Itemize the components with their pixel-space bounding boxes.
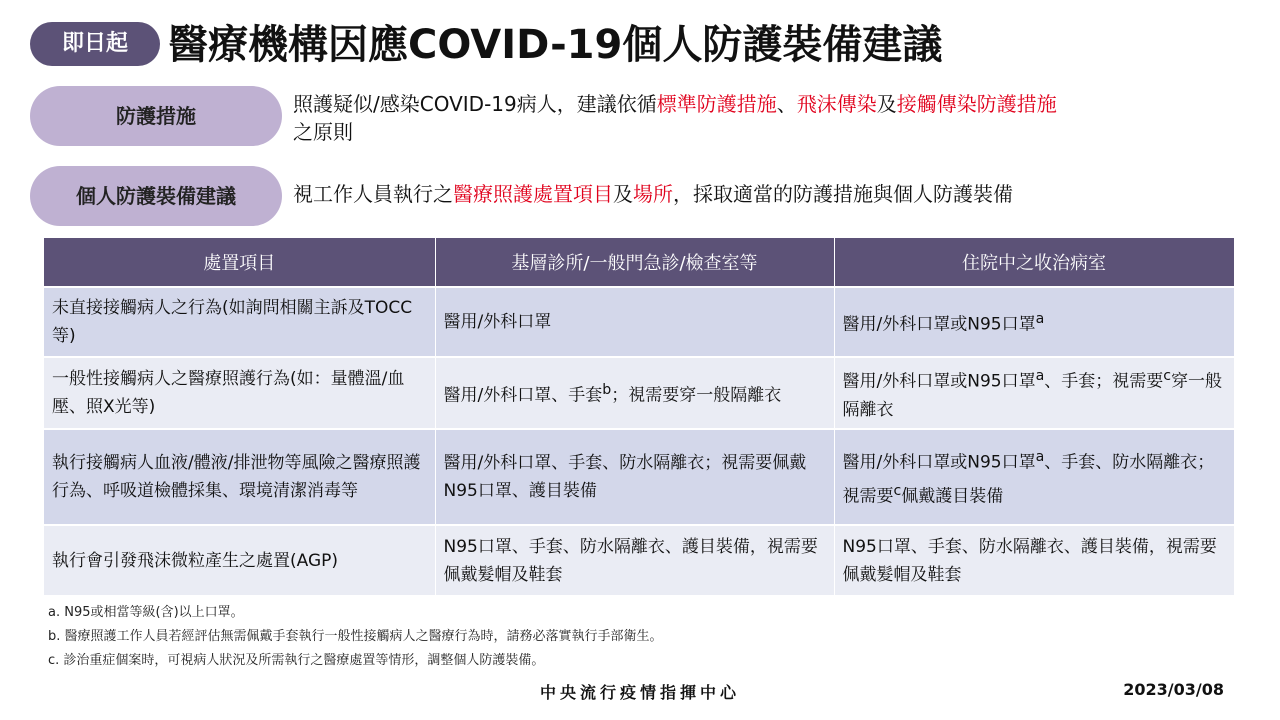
table-row — [44, 287, 1234, 357]
footnote-marker: a — [1035, 368, 1045, 385]
ppe-table — [44, 238, 1235, 595]
cell-text: 醫用/外科口罩或N95口罩 — [842, 453, 1036, 473]
cell-clinic: N95口罩、手套、防水隔離衣、護目裝備，視需要佩戴髮帽及鞋套 — [435, 525, 834, 595]
cell-text: 佩戴護目裝備 — [901, 486, 1004, 507]
cell-procedure: 一般性接觸病人之醫療照護行為(如：量體溫/血壓、照X光等) — [44, 357, 435, 429]
footnotes — [48, 601, 1228, 673]
footnote-c: c. 診治重症個案時，可視病人狀況及所需執行之醫療處置等情形，調整個人防護裝備。 — [48, 653, 545, 668]
header-clinic: 基層診所/一般門急診/檢查室等 — [435, 238, 834, 287]
measures-text: 之原則 — [293, 120, 353, 144]
cell-procedure: 未直接接觸病人之行為(如詢問相關主訴及TOCC等) — [44, 287, 435, 357]
measures-text: 、 — [776, 92, 797, 116]
measures-highlight: 標準防護措施 — [656, 92, 777, 116]
ppe-advice-text: 及 — [613, 182, 633, 206]
footnote-marker: c — [1163, 368, 1172, 385]
cell-ward — [834, 287, 1234, 357]
measures-label: 防護措施 — [30, 86, 282, 146]
cell-text: 醫用/外科口罩、手套 — [443, 385, 603, 406]
cell-ward — [834, 525, 1234, 595]
cell-text: 穿一般隔離衣 — [842, 371, 1223, 420]
cell-clinic: 醫用/外科口罩 — [435, 287, 834, 357]
cell-ward — [834, 357, 1234, 429]
start-badge: 即日起 — [30, 22, 160, 66]
footnote-b: b. 醫療照護工作人員若經評估無需佩戴手套執行一般性接觸病人之醫療行為時，請務必落實執行手部衛生。 — [48, 629, 663, 644]
table-header-row — [44, 238, 1234, 287]
ppe-advice-highlight: 場所 — [633, 182, 673, 206]
ppe-advice-highlight: 醫療照護處置項目 — [453, 182, 613, 206]
cell-procedure: 執行接觸病人血液/體液/排泄物等風險之醫療照護行為、呼吸道檢體採集、環境清潔消毒等 — [44, 429, 435, 525]
table-row — [44, 357, 1234, 429]
table-row — [44, 525, 1234, 595]
measures-description — [293, 90, 1243, 146]
cell-text: 醫用/外科口罩或N95口罩 — [842, 371, 1036, 392]
cell-clinic — [435, 357, 834, 429]
footnote-a: a. N95或相當等級(含)以上口罩。 — [48, 605, 244, 620]
header-procedure: 處置項目 — [44, 238, 435, 287]
ppe-advice-text: 視工作人員執行之 — [293, 182, 453, 206]
cell-text: 、手套；視需要 — [1044, 371, 1164, 392]
header-ward: 住院中之收治病室 — [834, 238, 1234, 287]
measures-text: 及 — [876, 92, 897, 116]
page-title: 醫療機構因應COVID-19個人防護裝備建議 — [168, 22, 943, 68]
issue-date: 2023/03/08 — [1123, 680, 1224, 699]
table-row — [44, 429, 1234, 525]
measures-text: 照護疑似/感染COVID-19病人，建議依循 — [293, 92, 657, 116]
ppe-advice-description — [293, 180, 1243, 208]
measures-highlight: 接觸傳染防護措施 — [896, 92, 1057, 116]
issuer: 中央流行疫情指揮中心 — [539, 683, 740, 702]
measures-highlight: 飛沫傳染 — [796, 92, 877, 116]
cell-text: 醫用/外科口罩或N95口罩 — [842, 314, 1036, 335]
footnote-marker: c — [893, 483, 902, 499]
cell-procedure: 執行會引發飛沫微粒產生之處置(AGP) — [44, 525, 435, 595]
footnote-marker: b — [602, 382, 612, 399]
ppe-advice-label: 個人防護裝備建議 — [30, 166, 282, 226]
cell-text: 、手套、防水隔離衣；視需要 — [842, 453, 1215, 507]
footnote-marker: a — [1035, 311, 1045, 328]
cell-text: N95口罩、手套、防水隔離衣、護目裝備，視需要佩戴髮帽及鞋套 — [842, 536, 1217, 585]
cell-text: ；視需要穿一般隔離衣 — [611, 385, 782, 406]
cell-ward — [834, 429, 1234, 525]
cell-clinic: 醫用/外科口罩、手套、防水隔離衣；視需要佩戴N95口罩、護目裝備 — [435, 429, 834, 525]
ppe-advice-text: ，採取適當的防護措施與個人防護裝備 — [673, 182, 1013, 206]
footnote-marker: a — [1035, 449, 1045, 466]
